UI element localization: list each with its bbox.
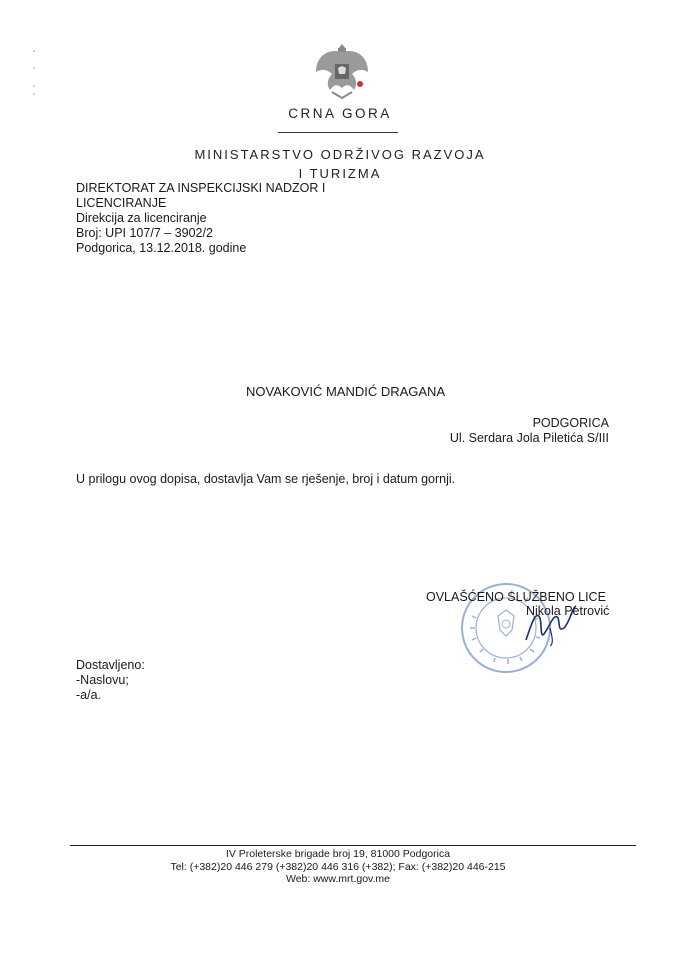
margin-marks bbox=[30, 48, 40, 98]
sender-block bbox=[76, 181, 325, 256]
country-name: CRNA GORA bbox=[288, 106, 392, 121]
ministry-line-2: I TURIZMA bbox=[298, 166, 382, 181]
signatory-title: OVLAŠĆENO SLUŽBENO LICE bbox=[426, 590, 606, 604]
recipient-street: Ul. Serdara Jola Piletića S/III bbox=[449, 431, 609, 445]
signatory-name: Nikola Petrović bbox=[526, 604, 610, 618]
delivery-item: -a/a. bbox=[76, 688, 102, 702]
header-divider bbox=[278, 132, 398, 133]
delivery-item: -Naslovu; bbox=[76, 673, 129, 687]
department: Direkcija za licenciranje bbox=[76, 211, 207, 225]
directorate-line-1: DIREKTORAT ZA INSPEKCIJSKI NADZOR I bbox=[76, 181, 326, 195]
recipient-address-block bbox=[450, 416, 609, 446]
coat-of-arms-icon bbox=[310, 38, 374, 102]
ministry-name bbox=[160, 145, 520, 183]
letter-body: U prilogu ovog dopisa, dostavlja Vam se rješenje, broj i datum gornji. bbox=[76, 472, 456, 486]
footer-web: Web: www.mrt.gov.me bbox=[285, 873, 391, 885]
delivery-heading: Dostavljeno: bbox=[76, 658, 145, 672]
footer-divider bbox=[70, 845, 636, 846]
footer bbox=[100, 848, 576, 886]
recipient-city: PODGORICA bbox=[532, 416, 609, 430]
delivery-list bbox=[76, 658, 145, 703]
place-date: Podgorica, 13.12.2018. godine bbox=[76, 241, 247, 255]
ministry-line-1: MINISTARSTVO ODRŽIVOG RAZVOJA bbox=[194, 147, 486, 162]
footer-address: IV Proleterske brigade broj 19, 81000 Podgorica bbox=[225, 848, 451, 860]
reference-number: Broj: UPI 107/7 – 3902/2 bbox=[76, 226, 213, 240]
footer-phones: Tel: (+382)20 446 279 (+382)20 446 316 (+382); Fax: (+382)20 446-215 bbox=[170, 860, 506, 873]
directorate-line-2: LICENCIRANJE bbox=[76, 196, 167, 210]
recipient-name: NOVAKOVIĆ MANDIĆ DRAGANA bbox=[246, 384, 446, 399]
